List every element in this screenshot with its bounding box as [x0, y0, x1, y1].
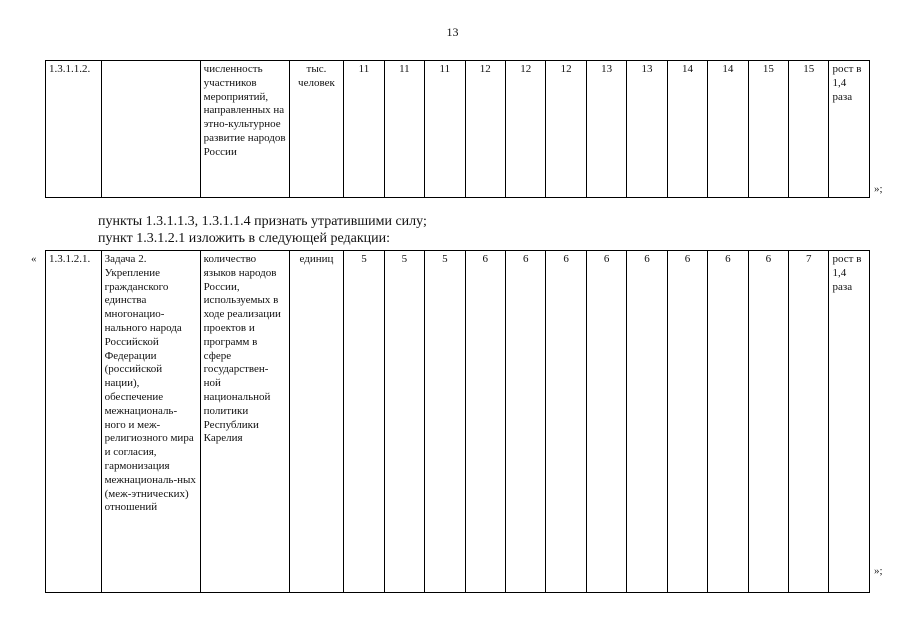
change-cell: рост в 1,4 раза [829, 251, 870, 593]
amendment-text-2: пункт 1.3.1.2.1 изложить в следующей редакции: [98, 231, 390, 246]
closing-quote-2: »; [874, 565, 883, 577]
value-cell: 6 [627, 251, 667, 593]
value-cell: 6 [667, 251, 707, 593]
indicator-cell: количество языков народов России, используемых в ходе реализации проектов и программ в сфере государствен-ной национальной политики Республики Карелия [200, 251, 289, 593]
value-cell: 5 [384, 251, 424, 593]
value-cell: 5 [344, 251, 384, 593]
row-code: 1.3.1.2.1. [46, 251, 102, 593]
indicator-table-1 [45, 60, 870, 198]
value-cell: 5 [425, 251, 465, 593]
value-cell: 14 [708, 61, 748, 198]
indicator-cell: численность участников мероприятий, направленных на этно-культурное развитие народов России [200, 61, 289, 198]
task-cell: Задача 2. Укрепление гражданского единства многонацио-нального народа Российской Федерации (российской нации), обеспечение межнациональ-ного и меж-религиозного мира и согласия, гармонизация межнациональ-ных (меж-этнических) отношений [101, 251, 200, 593]
value-cell: 12 [505, 61, 545, 198]
value-cell: 6 [586, 251, 626, 593]
unit-cell: единиц [289, 251, 344, 593]
value-cell: 14 [667, 61, 707, 198]
row-code: 1.3.1.1.2. [46, 61, 102, 198]
value-cell: 11 [425, 61, 465, 198]
opening-quote: « [31, 253, 37, 265]
value-cell: 12 [546, 61, 586, 198]
value-cell: 6 [546, 251, 586, 593]
value-cell: 13 [627, 61, 667, 198]
value-cell: 12 [465, 61, 505, 198]
value-cell: 11 [384, 61, 424, 198]
value-cell: 6 [465, 251, 505, 593]
value-cell: 15 [748, 61, 788, 198]
table-row [46, 251, 870, 593]
value-cell: 15 [789, 61, 829, 198]
page-number: 13 [446, 25, 459, 39]
closing-quote-1: »; [874, 183, 883, 195]
value-cell: 6 [505, 251, 545, 593]
value-cell: 7 [789, 251, 829, 593]
task-cell [101, 61, 200, 198]
value-cell: 13 [586, 61, 626, 198]
change-cell: рост в 1,4 раза [829, 61, 870, 198]
table-row [46, 61, 870, 198]
value-cell: 6 [708, 251, 748, 593]
unit-cell: тыс. человек [289, 61, 344, 198]
value-cell: 11 [344, 61, 384, 198]
value-cell: 6 [748, 251, 788, 593]
indicator-table-2 [45, 250, 870, 593]
amendment-text-1: пункты 1.3.1.1.3, 1.3.1.1.4 признать утратившими силу; [98, 214, 427, 229]
